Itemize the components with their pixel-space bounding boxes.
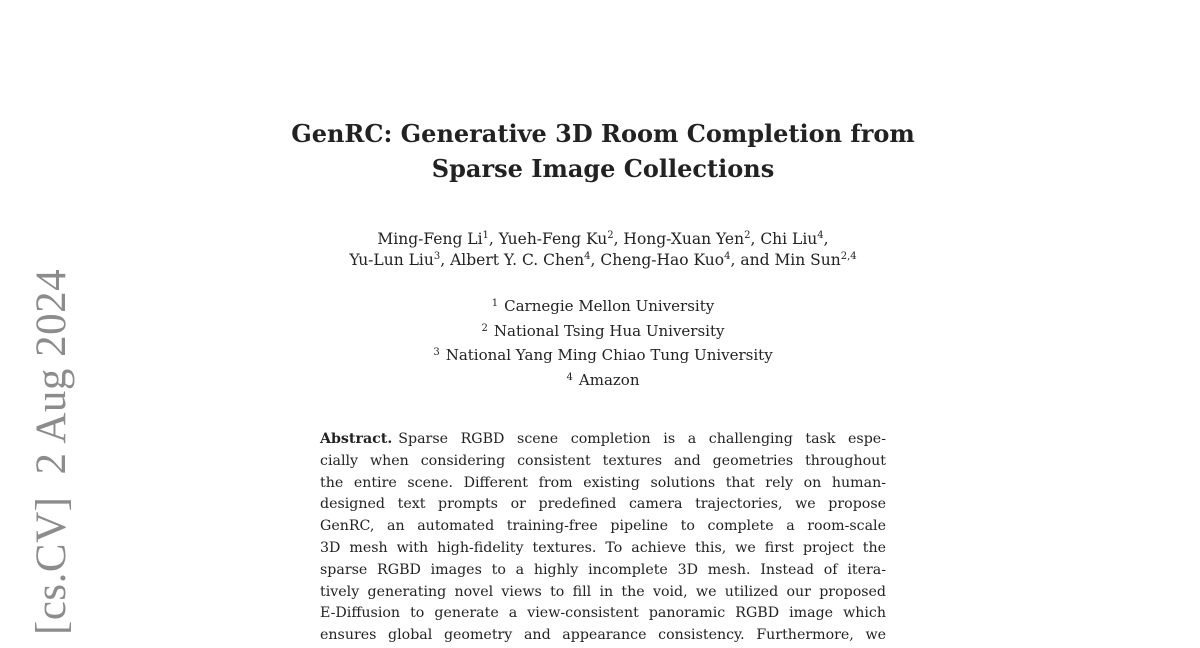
- affiliation-item: [200, 342, 1006, 367]
- affiliation-number: 1: [491, 298, 499, 309]
- abstract-line: cially when considering consistent textures and geometries throughout: [320, 452, 886, 469]
- affiliation-number: 4: [566, 371, 573, 383]
- author-name: Chi Liu: [760, 230, 818, 248]
- author-affiliation-mark: 4: [724, 250, 731, 262]
- abstract-line: E-Diffusion to generate a view-consistent panoramic RGBD image which: [320, 605, 886, 622]
- affiliation-name: National Tsing Hua University: [493, 321, 725, 340]
- author-conjunction: and: [740, 251, 770, 269]
- affiliation-item: [200, 293, 1006, 318]
- abstract-line: the entire scene. Different from existing solutions that rely on human-: [320, 474, 886, 491]
- paper-title-line-2: Sparse Image Collections: [431, 154, 775, 183]
- abstract-line: tively generating novel views to fill in the void, we utilized our proposed: [320, 583, 886, 600]
- abstract-label: Abstract.: [320, 431, 393, 447]
- abstract-block: [320, 429, 886, 647]
- abstract-line: sparse RGBD images to a highly incomplete 3D mesh. Instead of itera-: [320, 561, 886, 578]
- author-name: Yu-Lun Liu: [349, 251, 434, 269]
- abstract-line: 3D mesh with high-fidelity textures. To achieve this, we first project the: [320, 539, 886, 556]
- author-name: Hong-Xuan Yen: [623, 230, 745, 248]
- author-line-2: Yu-Lun Liu$^3$, Albert Y. C. Chen$^4$, Cheng-Hao Kuo$^4$, and Min Sun$^{2,4}$: [349, 250, 857, 269]
- author-name: Albert Y. C. Chen: [450, 251, 585, 269]
- abstract-line: ensures global geometry and appearance consistency. Furthermore, we: [320, 627, 886, 644]
- affiliation-item: [200, 318, 1006, 343]
- author-affiliation-mark: 3: [433, 250, 441, 262]
- author-line-1: Ming-Feng Li$^1$, Yueh-Feng Ku$^2$, Hong-Xuan Yen$^2$, Chi Liu$^4$,: [377, 229, 829, 248]
- author-affiliation-mark: 4: [584, 250, 591, 262]
- arxiv-date: 2 Aug 2024: [28, 268, 75, 475]
- arxiv-identifier-stamp: [30, 269, 73, 635]
- affiliation-name: National Yang Ming Chiao Tung University: [445, 346, 773, 364]
- abstract-line-text: Sparse RGBD scene completion is a challenging task espe-: [398, 431, 886, 447]
- author-name: Yueh-Feng Ku: [498, 230, 608, 248]
- affiliation-number: 2: [481, 322, 488, 334]
- author-affiliation-mark: 4: [817, 229, 824, 241]
- author-name: Ming-Feng Li: [377, 230, 483, 248]
- paper-title-line-1: GenRC: Generative 3D Room Completion from: [291, 119, 915, 148]
- author-list: [200, 229, 1006, 271]
- affiliation-name: Carnegie Mellon University: [504, 297, 715, 315]
- author-affiliation-mark: 1: [482, 229, 489, 241]
- author-name: Cheng-Hao Kuo: [600, 251, 725, 269]
- author-name: Min Sun: [774, 251, 841, 269]
- abstract-line: designed text prompts or predefined camera trajectories, we propose: [320, 496, 886, 513]
- author-affiliation-mark: 2: [744, 229, 751, 241]
- abstract-line: [320, 429, 886, 451]
- author-affiliation-mark: 2,4: [840, 250, 857, 262]
- affiliation-item: [200, 367, 1006, 392]
- author-affiliation-mark: 2: [607, 229, 614, 241]
- paper-title: [200, 116, 1006, 186]
- arxiv-category: [cs.CV]: [28, 496, 75, 635]
- affiliation-number: 3: [433, 347, 440, 358]
- affiliation-name: Amazon: [578, 370, 640, 389]
- affiliation-list: [200, 293, 1006, 391]
- abstract-line: GenRC, an automated training-free pipeline to complete a room-scale: [320, 518, 886, 535]
